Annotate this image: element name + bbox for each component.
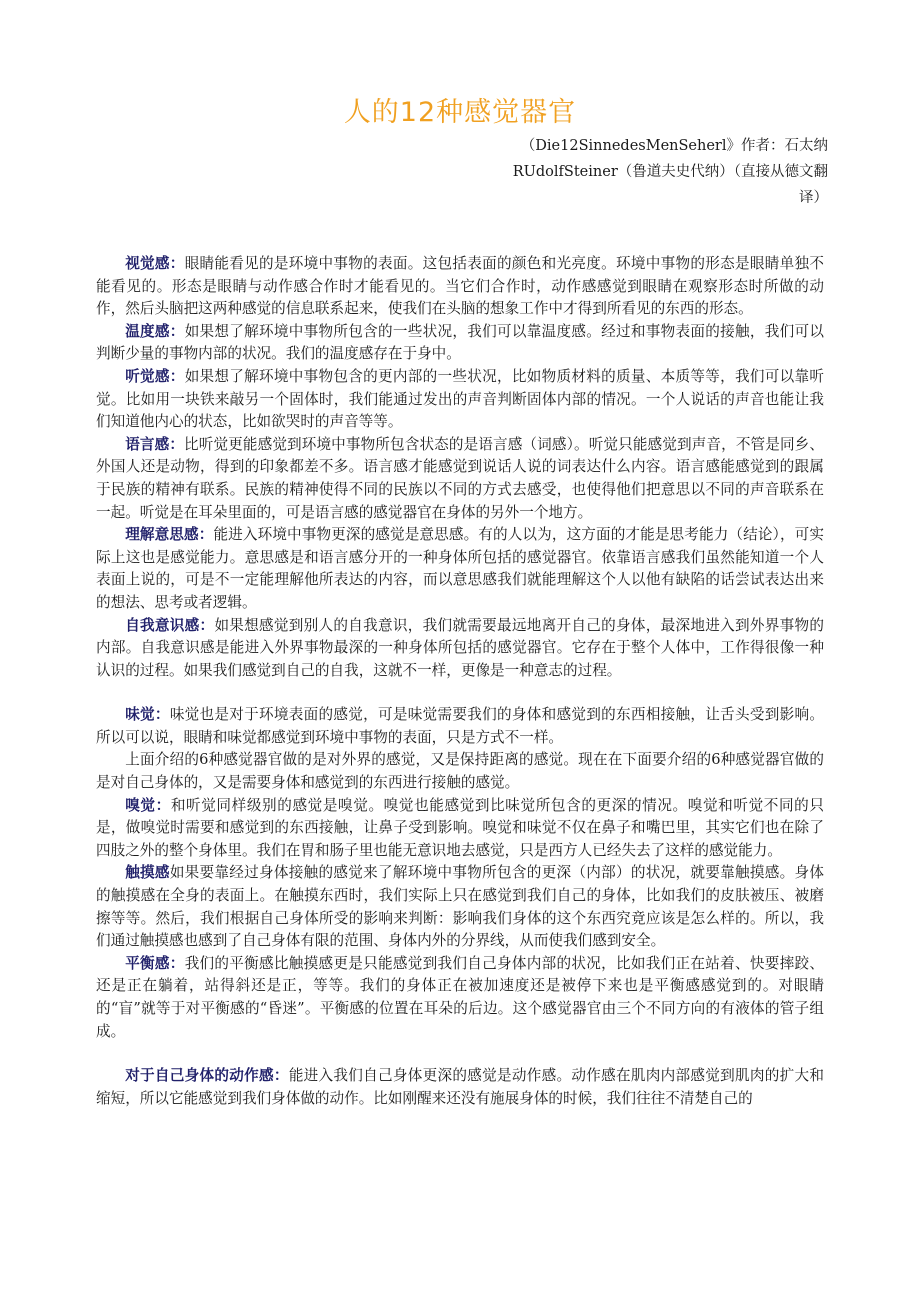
paragraph-label: 对于自己身体的动作感：: [125, 1067, 289, 1085]
paragraph: [96, 321, 824, 366]
page-title: 人的12种感觉器官: [343, 97, 577, 128]
byline: [490, 133, 828, 211]
paragraph-text: 比听觉更能感觉到环境中事物所包含状态的是语言感（词感）。听觉只能感觉到声音，不管是同乡、外国人还是动物，得到的印象都差不多。语言感才能感觉到说话人说的词表达什么内容。语言感能感觉到的跟属于民族的精神有联系。民族的精神使得不同的民族以不同的方式去感受，也使得他们把意思以不同的声音联系在一起。听觉是在耳朵里面的，可是语言感的感觉器官在身体的另外一个地方。: [96, 435, 824, 521]
paragraph-text: 能进入我们自己身体更深的感觉是动作感。动作感在肌肉内部感觉到肌肉的扩大和缩短，所以它能感觉到我们身体做的动作。比如刚醒来还没有施展身体的时候，我们往往不清楚自己的: [96, 1067, 824, 1107]
document-body: [96, 253, 824, 1110]
paragraph-text: 如果想感觉到别人的自我意识，我们就需要最远地离开自己的身体，最深地进入到外界事物的内部。自我意识感是能进入外界事物最深的一种身体所包括的感觉器官。它存在于整个人体中，工作得很像一种认识的过程。如果我们感觉到自己的自我，这就不一样，更像是一种意志的过程。: [96, 616, 824, 679]
paragraph-label: 听觉感：: [125, 367, 185, 385]
byline-line: 译）: [799, 190, 828, 206]
paragraph-text: 和听觉同样级别的感觉是嗅觉。嗅觉也能感觉到比味觉所包含的更深的情况。嗅觉和听觉不同的只是，做嗅觉时需要和感觉到的东西接触，让鼻子受到影响。嗅觉和味觉不仅在鼻子和嘴巴里，其实它们也在除了四肢之外的整个身体里。我们在胃和肠子里也能无意识地去感觉，只是西方人已经失去了这样的感觉能力。: [96, 796, 824, 859]
paragraph-label: 平衡感：: [125, 954, 185, 972]
paragraph-text: 味觉也是对于环境表面的感觉，可是味觉需要我们的身体和感觉到的东西相接触，让舌头受到影响。所以可以说，眼睛和味觉都感觉到环境中事物的表面，只是方式不一样。: [96, 706, 824, 746]
paragraph: [96, 749, 824, 794]
byline-line: （Die12SinnedesMenSeherl》作者：石太纳: [520, 138, 828, 154]
paragraph-text: 如果要靠经过身体接触的感觉来了解环境中事物所包含的更深（内部）的状况，就要靠触摸感。身体的触摸感在全身的表面上。在触摸东西时，我们实际上只在感觉到我们自己的身体，比如我们的皮肤被压、被磨擦等等。然后，我们根据自己身体所受的影响来判断：影响我们身体的这个东西究竟应该是怎么样的。所以，我们通过触摸感也感到了自己身体有限的范围、身体内外的分界线，从而使我们感到安全。: [96, 864, 824, 950]
paragraph-text: 如果想了解环境中事物所包含的一些状况，我们可以靠温度感。经过和事物表面的接触，我们可以判断少量的事物内部的状况。我们的温度感存在于身中。: [96, 322, 824, 363]
paragraph: [96, 1065, 824, 1110]
paragraph: [96, 795, 824, 863]
paragraph: [96, 253, 824, 321]
paragraph-label: 温度感：: [125, 322, 185, 340]
paragraph: [96, 615, 824, 683]
paragraph-text: 我们的平衡感比触摸感更是只能感觉到我们自己身体内部的状况，比如我们正在站着、快要摔跤、还是正在躺着，站得斜还是正，等等。我们的身体正在被加速度还是被停下来也是平衡感感觉到的。对眼睛的“盲”就等于对平衡感的“昏迷”。平衡感的位置在耳朵的后边。这个感觉器官由三个不同方向的有液体的管子组成。: [96, 954, 824, 1040]
paragraph-label: 语言感：: [125, 435, 185, 453]
paragraph-label: 触摸感: [125, 864, 170, 882]
paragraph-text: 上面介绍的6种感觉器官做的是对外界的感觉，又是保持距离的感觉。现在在下面要介绍的6种感觉器官做的是对自己身体的，又是需要身体和感觉到的东西进行接触的感觉。: [96, 751, 824, 792]
paragraph-label: 味觉：: [125, 706, 170, 724]
paragraph-text: 如果想了解环境中事物包含的更内部的一些状况，比如物质材料的质量、本质等等，我们可以靠听觉。比如用一块铁来敲另一个固体时，我们能通过发出的声音判断固体内部的情况。一个人说话的声音也能让我们知道他内心的状态，比如欲哭时的声音等等。: [96, 367, 824, 431]
paragraph-label: 理解意思感：: [125, 526, 214, 544]
paragraph-label: 自我意识感：: [125, 616, 215, 634]
paragraph: [96, 366, 824, 434]
paragraph: [96, 862, 824, 952]
paragraph-text: 能进入环境中事物更深的感觉是意思感。有的人以为，这方面的才能是思考能力（结论），可实际上这也是感觉能力。意思感是和语言感分开的一种身体所包括的感觉器官。依靠语言感我们虽然能知道一个人表面上说的，可是不一定能理解他所表达的内容，而以意思感我们就能理解这个人以他有缺陷的话尝试表达出来的想法、思考或者逻辑。: [96, 526, 824, 611]
paragraph: [96, 704, 824, 749]
paragraph-label: 视觉感：: [125, 255, 185, 272]
byline-line: RUdolfSteiner（鲁道夫史代纳）（直接从德文翻: [512, 164, 828, 180]
paragraph: [96, 434, 824, 524]
paragraph: [96, 524, 824, 614]
paragraph-text: 眼睛能看见的是环境中事物的表面。这包括表面的颜色和光亮度。环境中事物的形态是眼睛单独不能看见的。形态是眼睛与动作感合作时才能看见的。当它们合作时，动作感感觉到眼睛在观察形态时所做的动作，然后头脑把这两种感觉的信息联系起来，使我们在头脑的想象工作中才得到所看见的东西的形态。: [96, 255, 824, 318]
paragraph-label: 嗅觉：: [125, 796, 171, 814]
paragraph: [96, 953, 824, 1043]
